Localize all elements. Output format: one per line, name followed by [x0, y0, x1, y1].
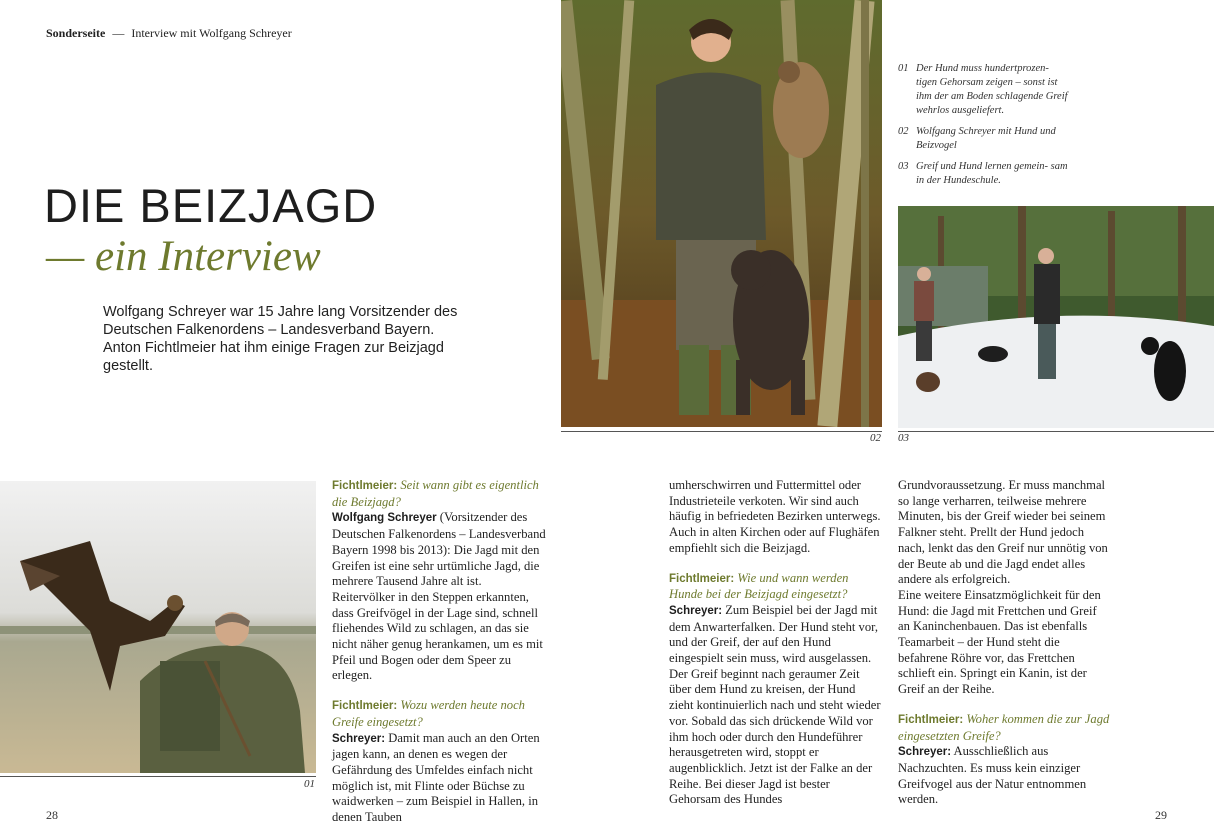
caption-item: [898, 160, 1068, 188]
answer-paragraph: Eine weitere Einsatzmöglichkeit für den Hund: die Jagd mit Frettchen und Greif an Kaninchenbauen. Das ist ebenfalls Teamarbeit – der Hund steht die befahrene Röhre vor, das Frettchen schlieft ein. Springt ein Kanin, ist der Greif an der Reihe.: [898, 587, 1101, 697]
caption-rule-02: [561, 431, 882, 432]
interviewee-label: Schreyer:: [898, 746, 952, 759]
photo-01-illustration: [0, 481, 316, 773]
header-subject: Interview mit Wolfgang Schreyer: [131, 26, 292, 40]
interviewer-label: Fichtlmeier:: [332, 480, 398, 492]
interviewee-label: Wolfgang Schreyer: [332, 512, 437, 525]
answer-block: [898, 744, 1110, 808]
question-block: [332, 478, 546, 510]
caption-rule-03: [898, 431, 1214, 432]
interviewee-label: Schreyer:: [332, 732, 386, 745]
caption-list: [898, 62, 1068, 195]
page-number-right: 29: [1155, 808, 1167, 822]
photo-03-illustration: [898, 206, 1214, 428]
header-separator: —: [112, 26, 125, 40]
answer-block: [332, 510, 546, 684]
photo-dog-school: [898, 206, 1214, 428]
interview-column-2: [669, 478, 881, 808]
page-title: DIE BEIZJAGD: [44, 179, 378, 232]
image-number-03: 03: [898, 432, 909, 444]
page-number-left: 28: [46, 808, 58, 822]
image-number-01: 01: [304, 778, 315, 790]
question-text: Wozu werden heute noch Greife eingesetzt?: [332, 698, 525, 729]
photo-eagle-falconer: [0, 481, 316, 773]
question-text: Seit wann gibt es eigentlich die Beizjagd?: [332, 478, 539, 509]
interviewer-label: Fichtlmeier:: [332, 700, 398, 713]
section-label: Sonderseite: [46, 26, 106, 40]
caption-number: 01: [898, 63, 909, 74]
caption-text: Der Hund muss hundertprozen- tigen Gehorsam zeigen – sonst ist ihm der am Boden schlagende Greif wehrlos ausgeliefert.: [916, 63, 1068, 116]
question-block: [898, 712, 1110, 744]
question-text: Wie und wann werden Hunde bei der Beizjagd eingesetzt?: [669, 570, 849, 602]
photo-02-illustration: [561, 0, 882, 427]
running-header: [46, 26, 292, 41]
interview-column-3: [898, 478, 1110, 808]
interviewee-label: Schreyer:: [669, 604, 723, 617]
question-block: [332, 698, 546, 730]
answer-continuation: Grundvoraussetzung. Er muss manchmal so lange verharren, teilweise mehrere Minuten, bis der Greif wieder bei seinem Falkner steht. Prellt der Hund jedoch nach, lenkt das den Greif nur unnötig von der Beute ab und die Jagd endet alles andere als erfolgreich.: [898, 478, 1108, 587]
caption-item: [898, 62, 1068, 118]
photo-falconer-with-dog: [561, 0, 882, 427]
page-subtitle: — ein Interview: [46, 233, 321, 280]
interview-column-1: [332, 478, 546, 826]
caption-number: 03: [898, 161, 909, 172]
question-text: Woher kommen die zur Jagd eingesetzten Greife?: [898, 711, 1110, 743]
image-number-02: 02: [870, 432, 881, 444]
question-block: [669, 571, 881, 603]
caption-number: 02: [898, 126, 909, 137]
interviewer-label: Fichtlmeier:: [898, 713, 964, 726]
interviewer-label: Fichtlmeier:: [669, 572, 735, 585]
answer-text: (Vorsitzender des Deutschen Falkenordens – Landesverband Bayern 1998 bis 2013): Die Jagd mit den Greifen ist eine sehr urtümliche Jagd, die mehrere Tausend Jahre alt ist. Reitervölker in den Steppen erkannten, dass Greifvögel in der Lage sind, schnell fliehendes Wild zu schlagen, an das sie nicht näher genug herankamen, um es mit Pfeil und Bogen oder dem Speer zu erlegen.: [332, 510, 546, 683]
answer-text: Zum Beispiel bei der Jagd mit dem Anwarterfalken. Der Hund steht vor, und der Greif, der auf den Hund eingespielt sein muss, wird ausgelassen. Der Greif beginnt nach geraumer Zeit über dem Hund zu kreisen, der Hund zieht kontinuierlich nach und steht wieder vor. Sobald das sich drückende Wild vor ihm hoch oder durch den Hundeführer herausgetreten wird, stoppt er augenblicklich. Jetzt ist der Falke an der Reihe. Bei dieser Jagd ist bester Gehorsam des Hundes: [669, 602, 881, 807]
answer-continuation: umherschwirren und Futtermittel oder Industrieteile verkoten. Wir sind auch häufig in befriedeten Bezirken unterwegs. Auch in alten Kirchen oder auf Flughäfen empfiehlt sich die Beizjagd.: [669, 478, 881, 555]
answer-text: Damit man auch an den Orten jagen kann, an denen es wegen der Gefährdung des Umfeldes einfach nicht möglich ist, mit Flinte oder Büchse zu waidwerken – zum Beispiel in Hallen, in denen Tauben: [332, 730, 540, 825]
caption-item: [898, 125, 1068, 153]
intro-paragraph: Wolfgang Schreyer war 15 Jahre lang Vorsitzender des Deutschen Falkenordens – Landesverband Bayern. Anton Fichtlmeier hat ihm einige Fragen zur Beizjagd gestellt.: [103, 304, 458, 374]
answer-block: [332, 731, 546, 826]
caption-text: Greif und Hund lernen gemein- sam in der Hundeschule.: [916, 161, 1068, 186]
caption-rule-01: [0, 776, 316, 777]
caption-text: Wolfgang Schreyer mit Hund und Beizvogel: [916, 126, 1056, 151]
answer-text: Ausschließlich aus Nachzuchten. Es muss kein einziger Greifvogel aus der Natur entnommen werden.: [898, 744, 1087, 807]
answer-block: [669, 603, 881, 808]
